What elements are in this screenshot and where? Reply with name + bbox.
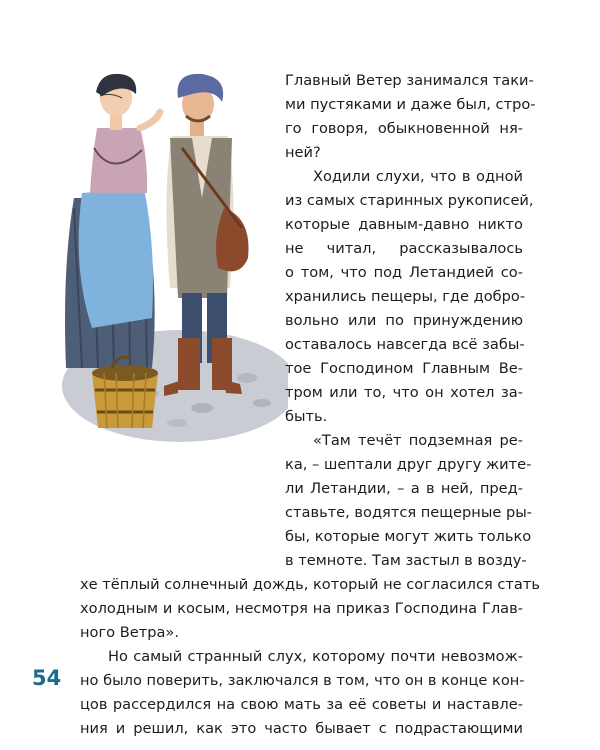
text-line: холодным и косым, несмотря на приказ Господина Глав- bbox=[80, 600, 523, 617]
text-line: Главный Ветер занимался таки- bbox=[285, 72, 534, 89]
text-line: Ходили слухи, что в одной bbox=[313, 168, 523, 185]
text-line: ставьте, водятся пещерные ры- bbox=[285, 504, 533, 521]
text-line: го говоря, обыкновенной ня- bbox=[285, 120, 523, 137]
text-line: оставалось навсегда всё забы- bbox=[285, 336, 525, 353]
text-line: ней? bbox=[285, 144, 321, 161]
text-line: в темноте. Там застыл в возду- bbox=[285, 552, 527, 569]
text-line: хранились пещеры, где добро- bbox=[285, 288, 526, 305]
illustration-villagers bbox=[52, 68, 288, 448]
page-number: 54 bbox=[32, 666, 62, 690]
text-line: ного Ветра». bbox=[80, 624, 179, 641]
text-line: тое Господином Главным Ве- bbox=[285, 360, 523, 377]
text-line: бы, которые могут жить только bbox=[285, 528, 532, 545]
text-line: ка, – шептали друг другу жите- bbox=[285, 456, 532, 473]
text-line: из самых старинных рукописей, bbox=[285, 192, 534, 209]
text-line: хе тёплый солнечный дождь, который не согласился стать bbox=[80, 576, 540, 593]
text-line: Но самый странный слух, которому почти невозмож- bbox=[108, 648, 523, 665]
text-line: но было поверить, заключался в том, что он в конце кон- bbox=[80, 672, 525, 689]
text-line: ми пустяками и даже был, стро- bbox=[285, 96, 536, 113]
text-line: вольно или по принуждению bbox=[285, 312, 523, 329]
text-line: о том, что под Летандией со- bbox=[285, 264, 523, 281]
text-line: которые давным-давно никто bbox=[285, 216, 523, 233]
wooden-bucket bbox=[92, 357, 158, 428]
text-line: цов рассердился на свою мать за её советы и наставле- bbox=[80, 696, 523, 713]
text-line: быть. bbox=[285, 408, 328, 425]
text-line: тром или то, что он хотел за- bbox=[285, 384, 523, 401]
text-line: «Там течёт подземная ре- bbox=[313, 432, 523, 449]
woman-figure bbox=[65, 74, 160, 368]
text-line: ния и решил, как это часто бывает с подрастающими bbox=[80, 720, 523, 737]
text-line: ли Летандии, – а в ней, пред- bbox=[285, 480, 523, 497]
text-line: не читал, рассказывалось bbox=[285, 240, 523, 257]
